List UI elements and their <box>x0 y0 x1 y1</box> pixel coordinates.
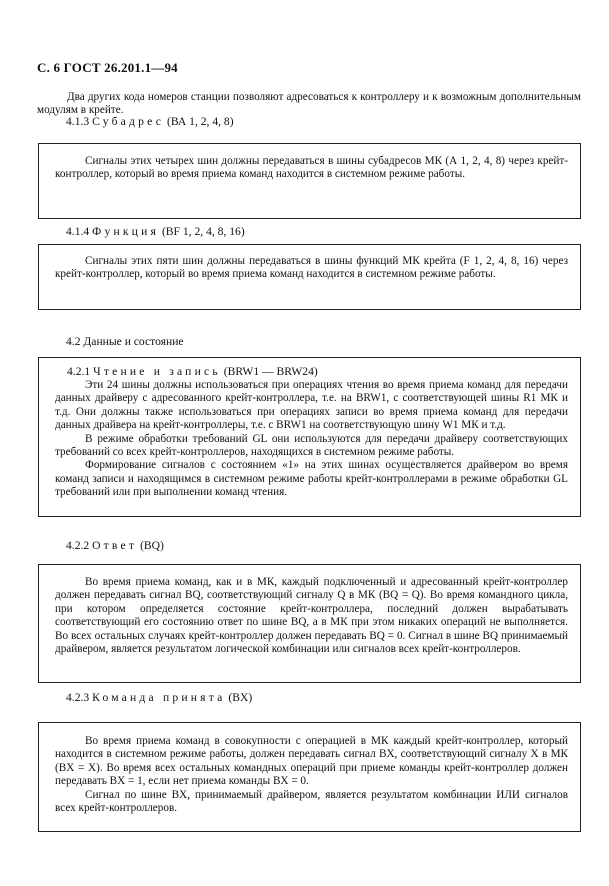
section-code: (ВА 1, 2, 4, 8) <box>167 115 234 128</box>
box-4-2-3-text <box>55 735 568 815</box>
page-header: С. 6 ГОСТ 26.201.1—94 <box>37 60 178 75</box>
section-4-2-1-heading <box>67 365 318 378</box>
section-code: (BRW1 — BRW24) <box>223 365 318 378</box>
section-title: Ответ <box>92 539 138 552</box>
box-4-1-3 <box>38 143 581 219</box>
section-code: (BQ) <box>140 539 164 552</box>
paragraph: Сигнал по шине BX, принимаемый драйвером, является результатом комбинации ИЛИ сигналов всех крейт-контроллеров. <box>55 788 568 815</box>
section-number: 4.2.2 <box>66 539 90 552</box>
intro-paragraph: Два других кода номеров станции позволяют адресоваться к контроллеру и к возможным дополнительным модулям в крейте. <box>37 91 581 117</box>
section-number: 4.1.3 <box>66 115 90 128</box>
box-4-2-2-text: Во время приема команд, как и в МК, каждый подключенный и адресованный крейт-контроллер должен передавать сигнал BQ, соответствующий сигналу Q в МК (BQ = Q). Во время командного цикла, при котором определяется состояние крейт-контроллера, последний должен вырабатывать соответствующий его состоянию ответ по шине BQ, а в МК при этом никаких операций не выполняется. Во всех остальных случаях крейт-контроллер должен передавать BQ = 0. Сигнал в шине BQ принимаемый драйвером, является результатом логической комбинации или сигналов всех крейт-контроллеров. <box>55 576 568 656</box>
box-4-1-3-text: Сигналы этих четырех шин должны передаваться в шины субадресов МК (А 1, 2, 4, 8) через крейт-контроллер, который во время приема команд находится в системном режиме работы. <box>55 155 568 181</box>
section-4-2-heading: 4.2 Данные и состояние <box>66 335 184 348</box>
section-title: Функция <box>92 225 160 238</box>
box-4-2-1-text <box>55 379 568 500</box>
paragraph: Во время приема команд в совокупности с операцией в МК каждый крейт-контроллер, который находится в системном режиме работы, должен передавать сигнал BX, соответствующий сигналу X в МК (BX = X). Во время всех остальных командных операций при приеме команды крейт-контроллер должен передавать BX = 1, если нет приема команды BX = 0. <box>55 735 568 788</box>
paragraph: Эти 24 шины должны использоваться при операциях чтения во время приема команд для передачи данных драйверу с адресованного крейт-контроллера, т.е. на BRW1, с соответствующей шины R1 МК и т.д. Они должны также использоваться при операциях записи во время приема команд для передачи данных драйвера на крейт-контроллеры, т.е. с BRW1 на соответствующую шину W1 МК и т.д. <box>55 379 568 432</box>
box-4-2-2 <box>38 564 581 683</box>
section-4-2-3-heading <box>66 691 252 704</box>
box-4-2-1 <box>38 357 581 517</box>
section-4-1-3-heading <box>66 115 234 128</box>
box-4-1-4-text: Сигналы этих пяти шин должны передаваться в шины функций МК крейта (F 1, 2, 4, 8, 16) через крейт-контроллер, который во время приема команд находится в системном режиме работы. <box>55 255 568 281</box>
section-4-2-2-heading <box>66 539 164 552</box>
box-4-2-3 <box>38 722 581 832</box>
section-number: 4.2.1 <box>67 365 91 378</box>
section-number: 4.2.3 <box>66 691 90 704</box>
section-title: Субадрес <box>92 115 165 128</box>
section-code: (BX) <box>228 691 253 704</box>
section-title: Чтение и запись <box>93 365 221 378</box>
section-title: Команда принята <box>92 691 226 704</box>
section-number: 4.1.4 <box>66 225 90 238</box>
section-code: (BF 1, 2, 4, 8, 16) <box>161 225 245 238</box>
box-4-1-4 <box>38 244 581 310</box>
paragraph: В режиме обработки требований GL они используются для передачи драйверу соответствующих требований со всех крейт-контроллеров, находящихся в системном режиме работы. <box>55 432 568 459</box>
section-4-1-4-heading <box>66 225 245 238</box>
paragraph: Формирование сигналов с состоянием «1» на этих шинах осуществляется драйвером во время команд записи и находящимся в системном режиме работы крейт-контроллерами в режиме обработки GL требований или при выполнении команд чтения. <box>55 459 568 499</box>
